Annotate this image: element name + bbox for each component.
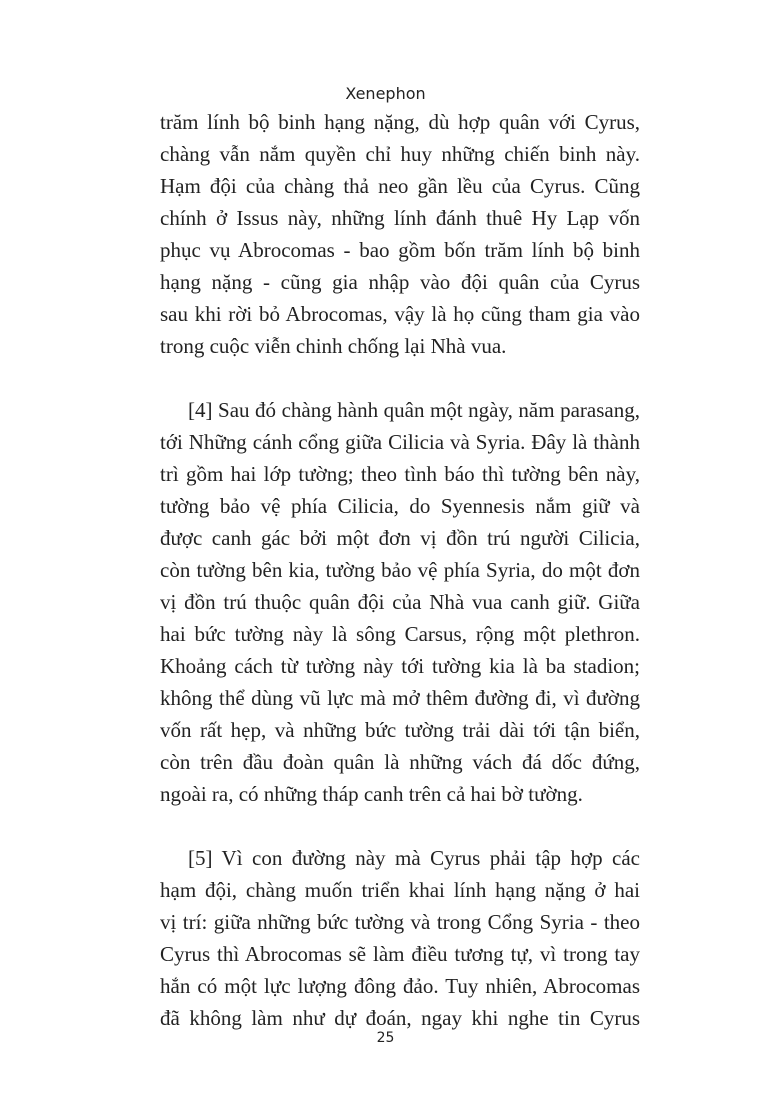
running-head: Xenephon xyxy=(345,84,426,103)
text-line: vốn rất hẹp, và những bức tường trải dài tới tận biển, xyxy=(160,718,640,742)
page-number: 25 xyxy=(376,1030,395,1046)
text-line: tới Những cánh cổng giữa Cilicia và Syria. Đây là thành xyxy=(160,430,640,454)
text-line: hắn có một lực lượng đông đảo. Tuy nhiên, Abrocomas xyxy=(160,974,640,998)
text-line: hai bức tường này là sông Carsus, rộng một plethron. xyxy=(160,622,640,646)
text-line: ngoài ra, có những tháp canh trên cả hai bờ tường. xyxy=(160,782,583,806)
text-line: còn tường bên kia, tường bảo vệ phía Syria, do một đơn xyxy=(160,558,640,582)
text-line: trì gồm hai lớp tường; theo tình báo thì tường bên này, xyxy=(160,462,640,486)
text-line: sau khi rời bỏ Abrocomas, vậy là họ cũng tham gia vào xyxy=(160,302,640,326)
text-line: [5] Vì con đường này mà Cyrus phải tập hợp các xyxy=(188,846,640,870)
text-line: Hạm đội của chàng thả neo gần lều của Cyrus. Cũng xyxy=(160,174,640,198)
text-line: Cyrus thì Abrocomas sẽ làm điều tương tự, vì trong tay xyxy=(160,942,640,966)
text-line: chính ở Issus này, những lính đánh thuê Hy Lạp vốn xyxy=(160,206,640,230)
text-line: hạng nặng - cũng gia nhập vào đội quân của Cyrus xyxy=(160,270,640,294)
text-line: trong cuộc viễn chinh chống lại Nhà vua. xyxy=(160,334,507,358)
text-line: được canh gác bởi một đơn vị đồn trú người Cilicia, xyxy=(160,526,640,550)
text-line: đã không làm như dự đoán, ngay khi nghe tin Cyrus xyxy=(160,1006,640,1030)
text-line: trăm lính bộ binh hạng nặng, dù hợp quân với Cyrus, xyxy=(160,110,640,134)
text-line: Khoảng cách từ tường này tới tường kia là ba stadion; xyxy=(160,654,640,678)
text-line: phục vụ Abrocomas - bao gồm bốn trăm lính bộ binh xyxy=(160,238,640,262)
text-line: vị trí: giữa những bức tường và trong Cổng Syria - theo xyxy=(160,910,640,934)
text-line: chàng vẫn nắm quyền chỉ huy những chiến binh này. xyxy=(160,142,640,166)
text-line: [4] Sau đó chàng hành quân một ngày, năm parasang, xyxy=(188,398,640,422)
text-line: còn trên đầu đoàn quân là những vách đá dốc đứng, xyxy=(160,750,640,774)
text-line: vị đồn trú thuộc quân đội của Nhà vua canh giữ. Giữa xyxy=(160,590,640,614)
text-line: tường bảo vệ phía Cilicia, do Syennesis nắm giữ và xyxy=(160,494,640,518)
text-line: hạm đội, chàng muốn triển khai lính hạng nặng ở hai xyxy=(160,878,640,902)
text-line: không thể dùng vũ lực mà mở thêm đường đi, vì đường xyxy=(160,686,640,710)
